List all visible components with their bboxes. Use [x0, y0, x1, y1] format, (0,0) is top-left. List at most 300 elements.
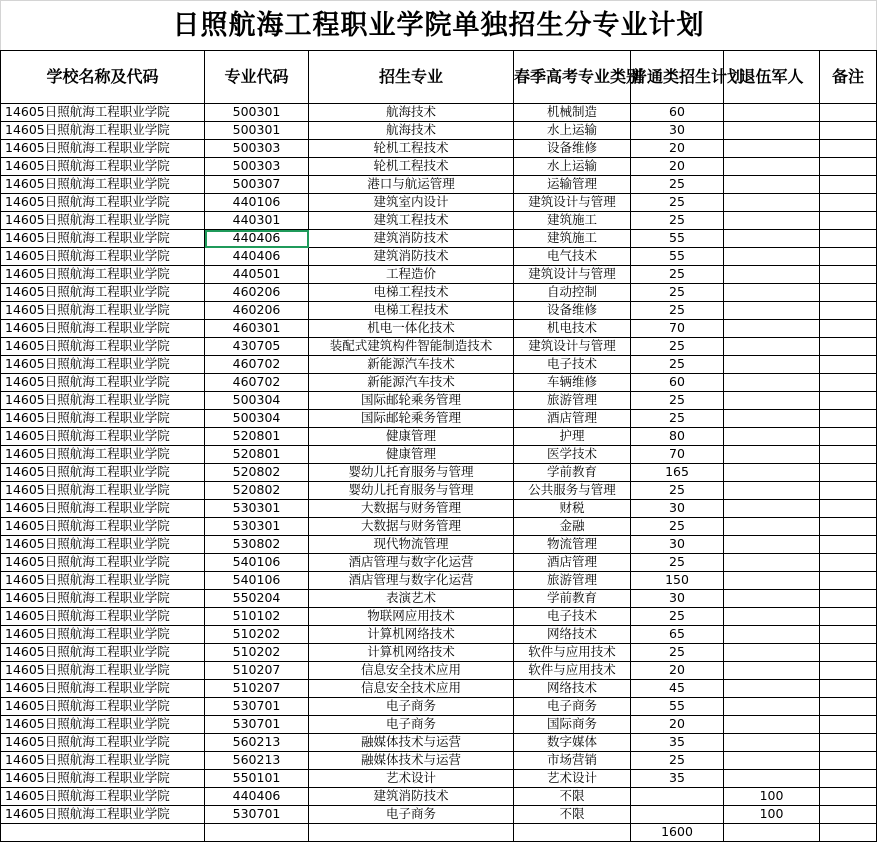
cell-school[interactable]: 14605日照航海工程职业学院: [1, 176, 205, 194]
cell-major-code[interactable]: 510207: [205, 662, 309, 680]
cell-note[interactable]: [820, 554, 877, 572]
cell-major-code[interactable]: 460206: [205, 302, 309, 320]
cell-note[interactable]: [820, 140, 877, 158]
cell-veteran[interactable]: [724, 554, 820, 572]
cell-school[interactable]: 14605日照航海工程职业学院: [1, 518, 205, 536]
cell-school[interactable]: 14605日照航海工程职业学院: [1, 122, 205, 140]
cell-school[interactable]: 14605日照航海工程职业学院: [1, 320, 205, 338]
cell-veteran[interactable]: [724, 338, 820, 356]
cell-major-code[interactable]: 510207: [205, 680, 309, 698]
cell-veteran[interactable]: [724, 770, 820, 788]
empty-cell[interactable]: [514, 824, 631, 842]
cell-note[interactable]: [820, 644, 877, 662]
cell-major[interactable]: 电梯工程技术: [309, 284, 514, 302]
cell-category[interactable]: 运输管理: [514, 176, 631, 194]
table-row: [1, 464, 877, 482]
cell-note[interactable]: [820, 572, 877, 590]
cell-major[interactable]: 健康管理: [309, 446, 514, 464]
cell-general-plan[interactable]: 55: [631, 230, 724, 248]
cell-veteran[interactable]: [724, 122, 820, 140]
cell-veteran[interactable]: [724, 716, 820, 734]
cell-school[interactable]: 14605日照航海工程职业学院: [1, 554, 205, 572]
cell-general-plan[interactable]: 70: [631, 446, 724, 464]
cell-school[interactable]: 14605日照航海工程职业学院: [1, 428, 205, 446]
cell-category[interactable]: 医学技术: [514, 446, 631, 464]
cell-category[interactable]: 财税: [514, 500, 631, 518]
cell-major-code[interactable]: 440106: [205, 194, 309, 212]
cell-general-plan[interactable]: 65: [631, 626, 724, 644]
cell-veteran[interactable]: [724, 140, 820, 158]
cell-general-plan[interactable]: 25: [631, 194, 724, 212]
cell-category[interactable]: 网络技术: [514, 680, 631, 698]
cell-general-plan[interactable]: 25: [631, 608, 724, 626]
cell-veteran[interactable]: [724, 518, 820, 536]
cell-note[interactable]: [820, 356, 877, 374]
cell-school[interactable]: 14605日照航海工程职业学院: [1, 356, 205, 374]
cell-veteran[interactable]: [724, 104, 820, 122]
cell-category[interactable]: 公共服务与管理: [514, 482, 631, 500]
cell-general-plan[interactable]: 35: [631, 734, 724, 752]
cell-major[interactable]: 港口与航运管理: [309, 176, 514, 194]
cell-school[interactable]: 14605日照航海工程职业学院: [1, 626, 205, 644]
cell-note[interactable]: [820, 320, 877, 338]
cell-veteran[interactable]: [724, 176, 820, 194]
cell-major[interactable]: 酒店管理与数字化运营: [309, 554, 514, 572]
empty-cell[interactable]: [205, 824, 309, 842]
cell-general-plan[interactable]: 30: [631, 500, 724, 518]
cell-school[interactable]: 14605日照航海工程职业学院: [1, 806, 205, 824]
header-general-plan[interactable]: 普通类招生计划: [631, 51, 724, 104]
cell-major[interactable]: 融媒体技术与运营: [309, 752, 514, 770]
cell-general-plan[interactable]: 20: [631, 716, 724, 734]
cell-veteran[interactable]: [724, 572, 820, 590]
cell-category[interactable]: 机电技术: [514, 320, 631, 338]
cell-major-code[interactable]: 550204: [205, 590, 309, 608]
cell-major-code[interactable]: 500303: [205, 140, 309, 158]
cell-veteran[interactable]: [724, 212, 820, 230]
cell-note[interactable]: [820, 194, 877, 212]
cell-major-code[interactable]: 500307: [205, 176, 309, 194]
cell-category[interactable]: 建筑设计与管理: [514, 338, 631, 356]
cell-note[interactable]: [820, 734, 877, 752]
cell-major-code[interactable]: 460301: [205, 320, 309, 338]
cell-major[interactable]: 建筑消防技术: [309, 788, 514, 806]
cell-major[interactable]: 计算机网络技术: [309, 626, 514, 644]
cell-school[interactable]: 14605日照航海工程职业学院: [1, 248, 205, 266]
cell-veteran[interactable]: 100: [724, 806, 820, 824]
cell-school[interactable]: 14605日照航海工程职业学院: [1, 500, 205, 518]
table-row: [1, 284, 877, 302]
cell-note[interactable]: [820, 788, 877, 806]
cell-major-code[interactable]: 560213: [205, 752, 309, 770]
cell-major-code[interactable]: 510102: [205, 608, 309, 626]
cell-major-code[interactable]: 510202: [205, 644, 309, 662]
cell-veteran[interactable]: [724, 428, 820, 446]
cell-note[interactable]: [820, 122, 877, 140]
cell-general-plan[interactable]: 25: [631, 482, 724, 500]
cell-major[interactable]: 国际邮轮乘务管理: [309, 410, 514, 428]
header-note[interactable]: 备注: [820, 51, 877, 104]
cell-veteran[interactable]: [724, 662, 820, 680]
cell-major-code[interactable]: 440406: [205, 788, 309, 806]
cell-general-plan[interactable]: [631, 788, 724, 806]
cell-major[interactable]: 电子商务: [309, 698, 514, 716]
cell-veteran[interactable]: [724, 410, 820, 428]
cell-veteran[interactable]: [724, 194, 820, 212]
selected-cell[interactable]: 440406: [205, 230, 309, 248]
cell-veteran[interactable]: [724, 284, 820, 302]
cell-major-code[interactable]: 550101: [205, 770, 309, 788]
table-row: [1, 716, 877, 734]
cell-major[interactable]: 建筑工程技术: [309, 212, 514, 230]
cell-major-code[interactable]: 520801: [205, 446, 309, 464]
cell-major[interactable]: 建筑消防技术: [309, 248, 514, 266]
cell-note[interactable]: [820, 158, 877, 176]
empty-cell[interactable]: [724, 824, 820, 842]
cell-veteran[interactable]: [724, 500, 820, 518]
cell-category[interactable]: 市场营销: [514, 752, 631, 770]
cell-note[interactable]: [820, 482, 877, 500]
cell-major[interactable]: 工程造价: [309, 266, 514, 284]
cell-major-code[interactable]: 530802: [205, 536, 309, 554]
cell-school[interactable]: 14605日照航海工程职业学院: [1, 338, 205, 356]
header-major-code[interactable]: 专业代码: [205, 51, 309, 104]
empty-cell[interactable]: [1, 824, 205, 842]
cell-major[interactable]: 艺术设计: [309, 770, 514, 788]
cell-major[interactable]: 航海技术: [309, 122, 514, 140]
cell-major-code[interactable]: 520802: [205, 464, 309, 482]
cell-major[interactable]: 电梯工程技术: [309, 302, 514, 320]
cell-major[interactable]: 新能源汽车技术: [309, 374, 514, 392]
cell-school[interactable]: 14605日照航海工程职业学院: [1, 536, 205, 554]
cell-major[interactable]: 新能源汽车技术: [309, 356, 514, 374]
table-row: [1, 410, 877, 428]
cell-category[interactable]: 酒店管理: [514, 410, 631, 428]
cell-major[interactable]: 信息安全技术应用: [309, 662, 514, 680]
cell-general-plan[interactable]: 45: [631, 680, 724, 698]
cell-veteran[interactable]: [724, 626, 820, 644]
cell-major[interactable]: 婴幼儿托育服务与管理: [309, 482, 514, 500]
cell-category[interactable]: 金融: [514, 518, 631, 536]
cell-major[interactable]: 大数据与财务管理: [309, 518, 514, 536]
cell-note[interactable]: [820, 176, 877, 194]
cell-major-code[interactable]: 440406: [205, 248, 309, 266]
cell-major[interactable]: 电子商务: [309, 716, 514, 734]
cell-note[interactable]: [820, 302, 877, 320]
cell-general-plan[interactable]: 25: [631, 212, 724, 230]
cell-note[interactable]: [820, 752, 877, 770]
cell-major-code[interactable]: 500303: [205, 158, 309, 176]
cell-note[interactable]: [820, 374, 877, 392]
cell-note[interactable]: [820, 626, 877, 644]
cell-major-code[interactable]: 530301: [205, 500, 309, 518]
cell-school[interactable]: 14605日照航海工程职业学院: [1, 752, 205, 770]
cell-general-plan[interactable]: 35: [631, 770, 724, 788]
cell-category[interactable]: 建筑施工: [514, 212, 631, 230]
cell-major-code[interactable]: 500304: [205, 410, 309, 428]
cell-major[interactable]: 轮机工程技术: [309, 140, 514, 158]
cell-general-plan[interactable]: 70: [631, 320, 724, 338]
cell-note[interactable]: [820, 248, 877, 266]
cell-veteran[interactable]: [724, 608, 820, 626]
cell-veteran[interactable]: [724, 374, 820, 392]
cell-school[interactable]: 14605日照航海工程职业学院: [1, 446, 205, 464]
cell-note[interactable]: [820, 500, 877, 518]
cell-general-plan[interactable]: 25: [631, 338, 724, 356]
table-row: [1, 266, 877, 284]
cell-major-code[interactable]: 510202: [205, 626, 309, 644]
cell-category[interactable]: 国际商务: [514, 716, 631, 734]
cell-school[interactable]: 14605日照航海工程职业学院: [1, 464, 205, 482]
cell-major-code[interactable]: 520801: [205, 428, 309, 446]
cell-note[interactable]: [820, 770, 877, 788]
cell-school[interactable]: 14605日照航海工程职业学院: [1, 734, 205, 752]
cell-veteran[interactable]: [724, 302, 820, 320]
cell-note[interactable]: [820, 518, 877, 536]
cell-veteran[interactable]: [724, 734, 820, 752]
cell-note[interactable]: [820, 284, 877, 302]
cell-school[interactable]: 14605日照航海工程职业学院: [1, 482, 205, 500]
cell-school[interactable]: 14605日照航海工程职业学院: [1, 608, 205, 626]
cell-note[interactable]: [820, 608, 877, 626]
cell-school[interactable]: 14605日照航海工程职业学院: [1, 770, 205, 788]
cell-general-plan[interactable]: 25: [631, 392, 724, 410]
cell-major[interactable]: 现代物流管理: [309, 536, 514, 554]
cell-major-code[interactable]: 500304: [205, 392, 309, 410]
cell-veteran[interactable]: [724, 590, 820, 608]
cell-note[interactable]: [820, 410, 877, 428]
cell-general-plan[interactable]: 55: [631, 248, 724, 266]
cell-major[interactable]: 酒店管理与数字化运营: [309, 572, 514, 590]
cell-major[interactable]: 建筑消防技术: [309, 230, 514, 248]
cell-veteran[interactable]: [724, 752, 820, 770]
cell-school[interactable]: 14605日照航海工程职业学院: [1, 698, 205, 716]
cell-category[interactable]: 自动控制: [514, 284, 631, 302]
cell-general-plan[interactable]: 25: [631, 554, 724, 572]
cell-category[interactable]: 车辆维修: [514, 374, 631, 392]
cell-school[interactable]: 14605日照航海工程职业学院: [1, 374, 205, 392]
cell-general-plan[interactable]: 25: [631, 752, 724, 770]
cell-veteran[interactable]: [724, 248, 820, 266]
cell-major[interactable]: 健康管理: [309, 428, 514, 446]
cell-general-plan[interactable]: 30: [631, 590, 724, 608]
cell-general-plan[interactable]: 80: [631, 428, 724, 446]
cell-category[interactable]: 网络技术: [514, 626, 631, 644]
cell-general-plan[interactable]: 20: [631, 140, 724, 158]
header-major[interactable]: 招生专业: [309, 51, 514, 104]
cell-veteran[interactable]: [724, 644, 820, 662]
cell-school[interactable]: 14605日照航海工程职业学院: [1, 266, 205, 284]
cell-general-plan[interactable]: 60: [631, 374, 724, 392]
cell-school[interactable]: 14605日照航海工程职业学院: [1, 590, 205, 608]
cell-general-plan[interactable]: 150: [631, 572, 724, 590]
cell-major[interactable]: 大数据与财务管理: [309, 500, 514, 518]
cell-school[interactable]: 14605日照航海工程职业学院: [1, 680, 205, 698]
cell-school[interactable]: 14605日照航海工程职业学院: [1, 284, 205, 302]
cell-note[interactable]: [820, 428, 877, 446]
cell-note[interactable]: [820, 806, 877, 824]
cell-major[interactable]: 电子商务: [309, 806, 514, 824]
cell-category[interactable]: 电子商务: [514, 698, 631, 716]
cell-school[interactable]: 14605日照航海工程职业学院: [1, 410, 205, 428]
cell-veteran[interactable]: [724, 536, 820, 554]
cell-note[interactable]: [820, 104, 877, 122]
cell-general-plan[interactable]: 25: [631, 302, 724, 320]
cell-category[interactable]: 设备维修: [514, 140, 631, 158]
cell-general-plan[interactable]: 25: [631, 644, 724, 662]
cell-school[interactable]: 14605日照航海工程职业学院: [1, 662, 205, 680]
cell-major[interactable]: 物联网应用技术: [309, 608, 514, 626]
cell-major-code[interactable]: 540106: [205, 554, 309, 572]
cell-category[interactable]: 护理: [514, 428, 631, 446]
cell-general-plan[interactable]: 30: [631, 536, 724, 554]
cell-school[interactable]: 14605日照航海工程职业学院: [1, 392, 205, 410]
sheet-title[interactable]: 日照航海工程职业学院单独招生分专业计划: [1, 1, 877, 51]
cell-major-code[interactable]: 540106: [205, 572, 309, 590]
cell-note[interactable]: [820, 716, 877, 734]
cell-major-code[interactable]: 530701: [205, 698, 309, 716]
cell-school[interactable]: 14605日照航海工程职业学院: [1, 644, 205, 662]
cell-note[interactable]: [820, 464, 877, 482]
cell-category[interactable]: 水上运输: [514, 158, 631, 176]
cell-major-code[interactable]: 500301: [205, 104, 309, 122]
cell-major[interactable]: 轮机工程技术: [309, 158, 514, 176]
cell-school[interactable]: 14605日照航海工程职业学院: [1, 788, 205, 806]
cell-veteran[interactable]: [724, 230, 820, 248]
cell-major[interactable]: 机电一体化技术: [309, 320, 514, 338]
cell-major-code[interactable]: 460702: [205, 356, 309, 374]
cell-veteran[interactable]: [724, 320, 820, 338]
cell-school[interactable]: 14605日照航海工程职业学院: [1, 572, 205, 590]
header-veteran[interactable]: 退伍军人: [724, 51, 820, 104]
cell-category[interactable]: 艺术设计: [514, 770, 631, 788]
empty-cell[interactable]: [820, 824, 877, 842]
cell-category[interactable]: 建筑设计与管理: [514, 194, 631, 212]
cell-category[interactable]: 软件与应用技术: [514, 644, 631, 662]
cell-note[interactable]: [820, 446, 877, 464]
cell-category[interactable]: 物流管理: [514, 536, 631, 554]
cell-general-plan[interactable]: 30: [631, 122, 724, 140]
cell-major-code[interactable]: 460702: [205, 374, 309, 392]
cell-category[interactable]: 电气技术: [514, 248, 631, 266]
cell-note[interactable]: [820, 590, 877, 608]
cell-category[interactable]: 水上运输: [514, 122, 631, 140]
cell-category[interactable]: 建筑设计与管理: [514, 266, 631, 284]
cell-category[interactable]: 设备维修: [514, 302, 631, 320]
cell-general-plan[interactable]: 20: [631, 662, 724, 680]
cell-major-code[interactable]: 430705: [205, 338, 309, 356]
cell-category[interactable]: 机械制造: [514, 104, 631, 122]
cell-general-plan[interactable]: [631, 806, 724, 824]
cell-note[interactable]: [820, 212, 877, 230]
cell-veteran[interactable]: [724, 356, 820, 374]
cell-category[interactable]: 电子技术: [514, 608, 631, 626]
cell-note[interactable]: [820, 338, 877, 356]
cell-major-code[interactable]: 440301: [205, 212, 309, 230]
cell-major[interactable]: 国际邮轮乘务管理: [309, 392, 514, 410]
cell-major-code[interactable]: 530701: [205, 716, 309, 734]
cell-veteran[interactable]: [724, 482, 820, 500]
cell-school[interactable]: 14605日照航海工程职业学院: [1, 104, 205, 122]
cell-note[interactable]: [820, 266, 877, 284]
cell-general-plan[interactable]: 25: [631, 284, 724, 302]
cell-note[interactable]: [820, 392, 877, 410]
cell-category[interactable]: 不限: [514, 788, 631, 806]
cell-note[interactable]: [820, 680, 877, 698]
cell-category[interactable]: 旅游管理: [514, 572, 631, 590]
cell-major[interactable]: 计算机网络技术: [309, 644, 514, 662]
cell-veteran[interactable]: [724, 698, 820, 716]
cell-school[interactable]: 14605日照航海工程职业学院: [1, 140, 205, 158]
total-plan-cell[interactable]: 1600: [631, 824, 724, 842]
cell-category[interactable]: 建筑施工: [514, 230, 631, 248]
cell-school[interactable]: 14605日照航海工程职业学院: [1, 302, 205, 320]
cell-major-code[interactable]: 440501: [205, 266, 309, 284]
cell-veteran[interactable]: [724, 266, 820, 284]
cell-general-plan[interactable]: 25: [631, 410, 724, 428]
cell-major[interactable]: 信息安全技术应用: [309, 680, 514, 698]
cell-major-code[interactable]: 460206: [205, 284, 309, 302]
empty-cell[interactable]: [309, 824, 514, 842]
header-category[interactable]: 春季高考专业类别: [514, 51, 631, 104]
cell-major-code[interactable]: 530301: [205, 518, 309, 536]
cell-note[interactable]: [820, 230, 877, 248]
cell-note[interactable]: [820, 536, 877, 554]
cell-major[interactable]: 装配式建筑构件智能制造技术: [309, 338, 514, 356]
cell-veteran[interactable]: 100: [724, 788, 820, 806]
cell-major[interactable]: 建筑室内设计: [309, 194, 514, 212]
cell-general-plan[interactable]: 25: [631, 266, 724, 284]
cell-major[interactable]: 融媒体技术与运营: [309, 734, 514, 752]
cell-category[interactable]: 旅游管理: [514, 392, 631, 410]
cell-veteran[interactable]: [724, 392, 820, 410]
cell-note[interactable]: [820, 698, 877, 716]
cell-major-code[interactable]: 530701: [205, 806, 309, 824]
header-school[interactable]: 学校名称及代码: [1, 51, 205, 104]
cell-general-plan[interactable]: 55: [631, 698, 724, 716]
cell-major[interactable]: 表演艺术: [309, 590, 514, 608]
cell-school[interactable]: 14605日照航海工程职业学院: [1, 194, 205, 212]
cell-school[interactable]: 14605日照航海工程职业学院: [1, 230, 205, 248]
cell-veteran[interactable]: [724, 680, 820, 698]
cell-category[interactable]: 学前教育: [514, 464, 631, 482]
cell-general-plan[interactable]: 25: [631, 518, 724, 536]
cell-veteran[interactable]: [724, 446, 820, 464]
cell-major-code[interactable]: 500301: [205, 122, 309, 140]
cell-category[interactable]: 学前教育: [514, 590, 631, 608]
cell-veteran[interactable]: [724, 158, 820, 176]
cell-major[interactable]: 航海技术: [309, 104, 514, 122]
cell-major[interactable]: 婴幼儿托育服务与管理: [309, 464, 514, 482]
cell-general-plan[interactable]: 25: [631, 356, 724, 374]
cell-major-code[interactable]: 520802: [205, 482, 309, 500]
cell-note[interactable]: [820, 662, 877, 680]
cell-major-code[interactable]: 560213: [205, 734, 309, 752]
cell-category[interactable]: 酒店管理: [514, 554, 631, 572]
cell-veteran[interactable]: [724, 464, 820, 482]
cell-school[interactable]: 14605日照航海工程职业学院: [1, 716, 205, 734]
cell-school[interactable]: 14605日照航海工程职业学院: [1, 158, 205, 176]
cell-general-plan[interactable]: 165: [631, 464, 724, 482]
cell-category[interactable]: 电子技术: [514, 356, 631, 374]
cell-general-plan[interactable]: 20: [631, 158, 724, 176]
cell-general-plan[interactable]: 25: [631, 176, 724, 194]
cell-school[interactable]: 14605日照航海工程职业学院: [1, 212, 205, 230]
cell-category[interactable]: 数字媒体: [514, 734, 631, 752]
cell-category[interactable]: 不限: [514, 806, 631, 824]
cell-category[interactable]: 软件与应用技术: [514, 662, 631, 680]
cell-general-plan[interactable]: 60: [631, 104, 724, 122]
